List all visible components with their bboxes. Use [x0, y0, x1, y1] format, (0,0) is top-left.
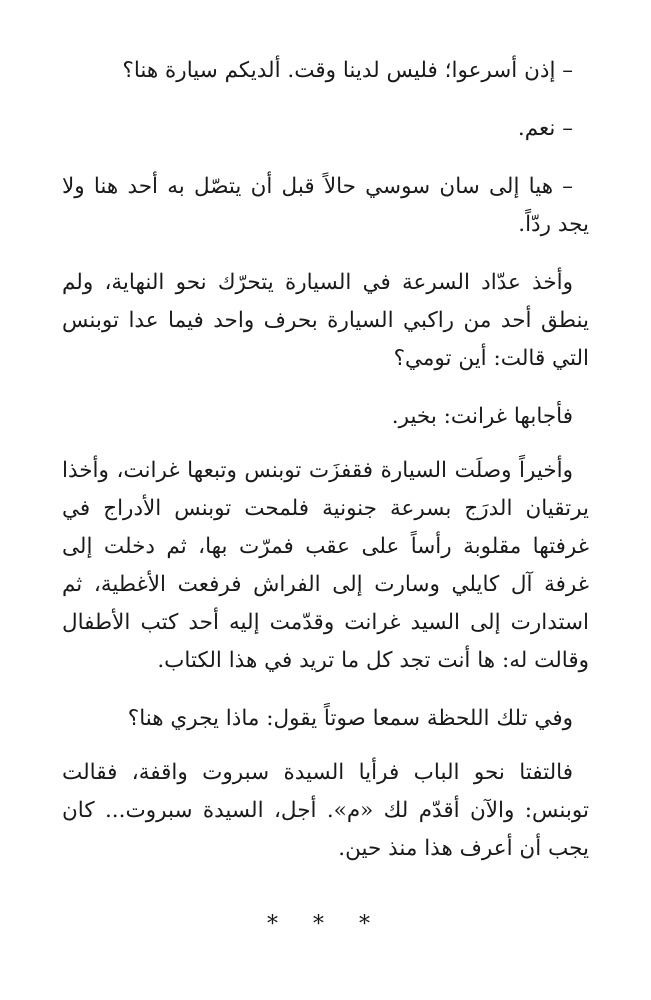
paragraph-1: – إذن أسرعوا؛ فليس لدينا وقت. ألديكم سيارة هنا؟ [122, 58, 573, 83]
paragraph-8: فالتفتا نحو الباب فرأيا السيدة سبروت واقفة، فقالت توبنس: والآن أقدّم لك «م». أجل، السيدة سبروت... كان يجب أن أعرف هذا منذ حين. [62, 760, 589, 861]
paragraph-7: وفي تلك اللحظة سمعا صوتاً يقول: ماذا يجري هنا؟ [127, 706, 573, 731]
page-body [62, 52, 589, 888]
paragraph-4: وأخذ عدّاد السرعة في السيارة يتحرّك نحو النهاية، ولم ينطق أحد من راكبي السيارة بحرف واحد فيما عدا توبنس التي قالت: أين تومي؟ [62, 270, 589, 371]
section-separator: * * * [267, 912, 384, 937]
paragraph-5: فأجابها غرانت: بخير. [391, 404, 573, 429]
paragraph-6: وأخيراً وصلَت السيارة فقفزَت توبنس وتبعها غرانت، وأخذا يرتقيان الدرَج بسرعة جنونية فلمحت توبنس الأدراج في غرفتها مقلوبة رأساً على عقب فمرّت بها، ثم دخلت إلى غرفة آل كايلي وسارت إلى الفراش فرفعت الأغطية، ثم استدارت إلى السيد غرانت وقدّمت إليه أحد كتب الأطفال وقالت له: ها أنت تجد كل ما تريد في هذا الكتاب. [62, 458, 589, 673]
paragraph-2: – نعم. [517, 116, 573, 141]
paragraph-3: – هيا إلى سان سوسي حالاً قبل أن يتصّل به أحد هنا ولا يجد ردّاً. [62, 174, 589, 237]
